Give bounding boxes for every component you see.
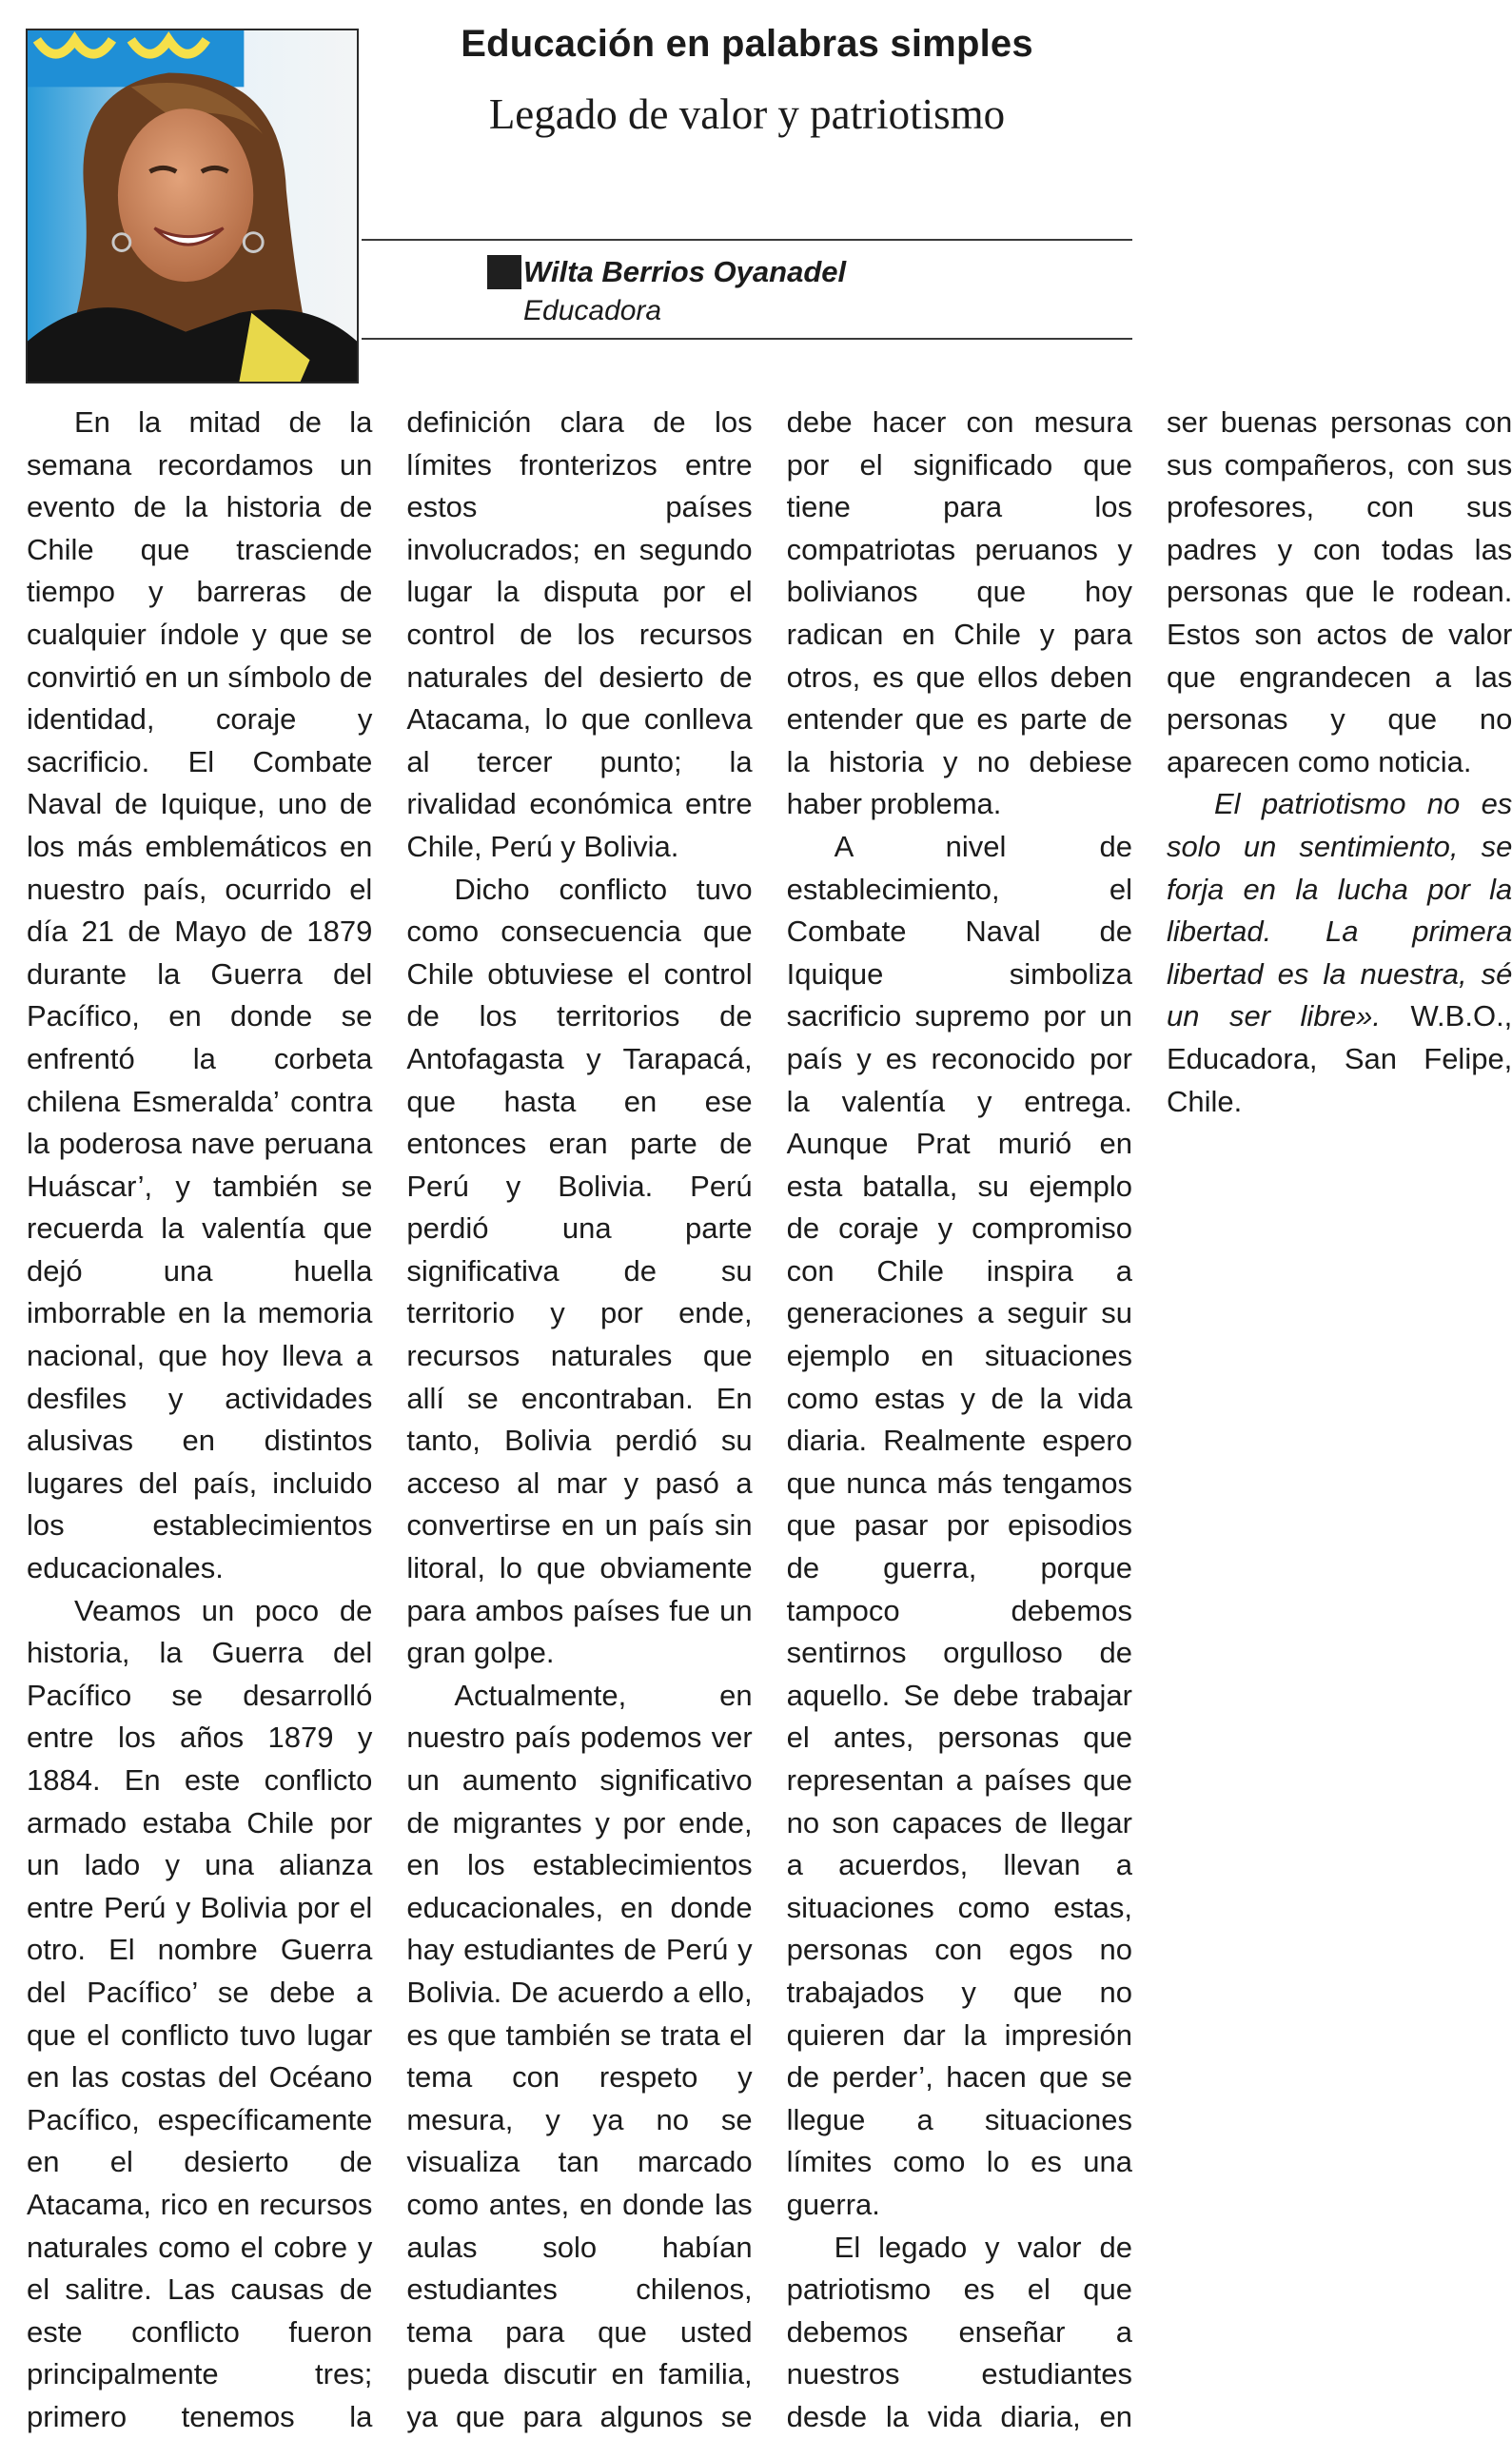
paragraph: Veamos un poco de historia, la Guerra del Pacífico se desarrolló entre los años 1879 y 1884. En este conflicto armado estaba Chile por un lado y una alianza entre Perú y Bolivia por el otro. El nombre Guerra del Pacífico’ se debe a que el conflicto tuvo lugar en las costas del Océano Pacífico, específicamente en el desierto de Atacama, rico en recursos naturales como el cobre y el salitre. Las causas de este conflicto fueron principalmente tres; primero tenemos la definición clara de los límites fronterizos entre estos países involucrados; en segundo lugar la disputa por el control de los recursos naturales del desierto de Atacama, lo que conlleva al tercer punto; la rivalidad económica entre Chile, Perú y Bolivia. [27, 405, 753, 2433]
paragraph: Actualmente, en nuestro país podemos ver un aumento significativo de migrantes y por ende, en los establecimientos educacionales, en donde hay estudiantes de Perú y Bolivia. De acuerdo a ello, es que también se trata el tema con respeto y mesura, y ya no se visualiza tan marcado como antes, en donde las aulas solo habían estudiantes chilenos, tema para que usted pueda discutir en familia, ya que para algunos se debe hacer con mesura por el significado que tiene para los compatriotas peruanos y bolivianos que hoy radican en Chile y para otros, es que ellos deben entender que es parte de la historia y no debiese haber problema. [406, 405, 1132, 2433]
byline-top-rule [362, 239, 1132, 241]
paragraph: El legado y valor de patriotismo es el que debemos enseñar a nuestros estudiantes desde la vida diaria, en ser buenas personas con sus compañeros, con sus profesores, con sus padres y con todas las personas que le rodean. Estos son actos de valor que engrandecen a las personas y que no aparecen como noticia. [786, 405, 1512, 2433]
byline-bottom-rule [362, 338, 1132, 340]
author-name: Wilta Berrios Oyanadel [523, 255, 847, 288]
section-title: Educación en palabras simples [461, 23, 1033, 65]
author-role: Educadora [523, 295, 662, 326]
signoff: W.B.O., Educadora, San Felipe, Chile. [1166, 999, 1512, 1118]
headline: Legado de valor y patriotismo [488, 90, 1006, 138]
author-portrait-icon [28, 30, 357, 382]
paragraph: A nivel de establecimiento, el Combate Naval de Iquique simboliza sacrificio supremo por un país y es reconocido por la valentía y entrega. Aunque Prat murió en esta batalla, su ejemplo de coraje y compromiso con Chile inspira a generaciones a seguir su ejemplo en situaciones como estas y de la vida diaria. Realmente espero que nunca más tengamos que pasar por episodios de guerra, porque tampoco debemos sentirnos orgulloso de aquello. Se debe trabajar el antes, personas que representan a países que no son capaces de llegar a acuerdos, llevan a situaciones como estas, personas con egos no trabajados y que no quieren dar la impresión de perder’, hacen que se llegue a situaciones límites como lo es una guerra. [786, 829, 1132, 2221]
closing-quote-paragraph [1167, 783, 1512, 1123]
author-photo [26, 29, 359, 384]
closing-quote: El patriotismo no es solo un sentimiento, se forja en la lucha por la libertad. La primera libertad es la nuestra, sé un ser libre». [1166, 787, 1512, 1033]
article-body [27, 402, 1512, 2457]
paragraph: En la mitad de la semana recordamos un evento de la historia de Chile que trasciende tiempo y barreras de cualquier índole y que se convirtió en un símbolo de identidad, coraje y sacrificio. El Combate Naval de Iquique, uno de los más emblemáticos en nuestro país, ocurrido el día 21 de Mayo de 1879 durante la Guerra del Pacífico, en donde se enfrentó la corbeta chilena Esmeralda’ contra la poderosa nave peruana Huáscar’, y también se recuerda la valentía que dejó una huella imborrable en la memoria nacional, que hoy lleva a desfiles y actividades alusivas en distintos lugares del país, incluido los establecimientos educacionales. [27, 405, 373, 1585]
byline-square-icon [487, 255, 521, 289]
paragraph: Dicho conflicto tuvo como consecuencia que Chile obtuviese el control de los territorios de Antofagasta y Tarapacá, que hasta en ese entonces eran parte de Perú y Bolivia. Perú perdió una parte significativa de su territorio y por ende, recursos naturales que allí se encontraban. En tanto, Bolivia perdió su acceso al mar y pasó a convertirse en un país sin litoral, lo que obviamente para ambos países fue un gran golpe. [406, 872, 753, 1670]
